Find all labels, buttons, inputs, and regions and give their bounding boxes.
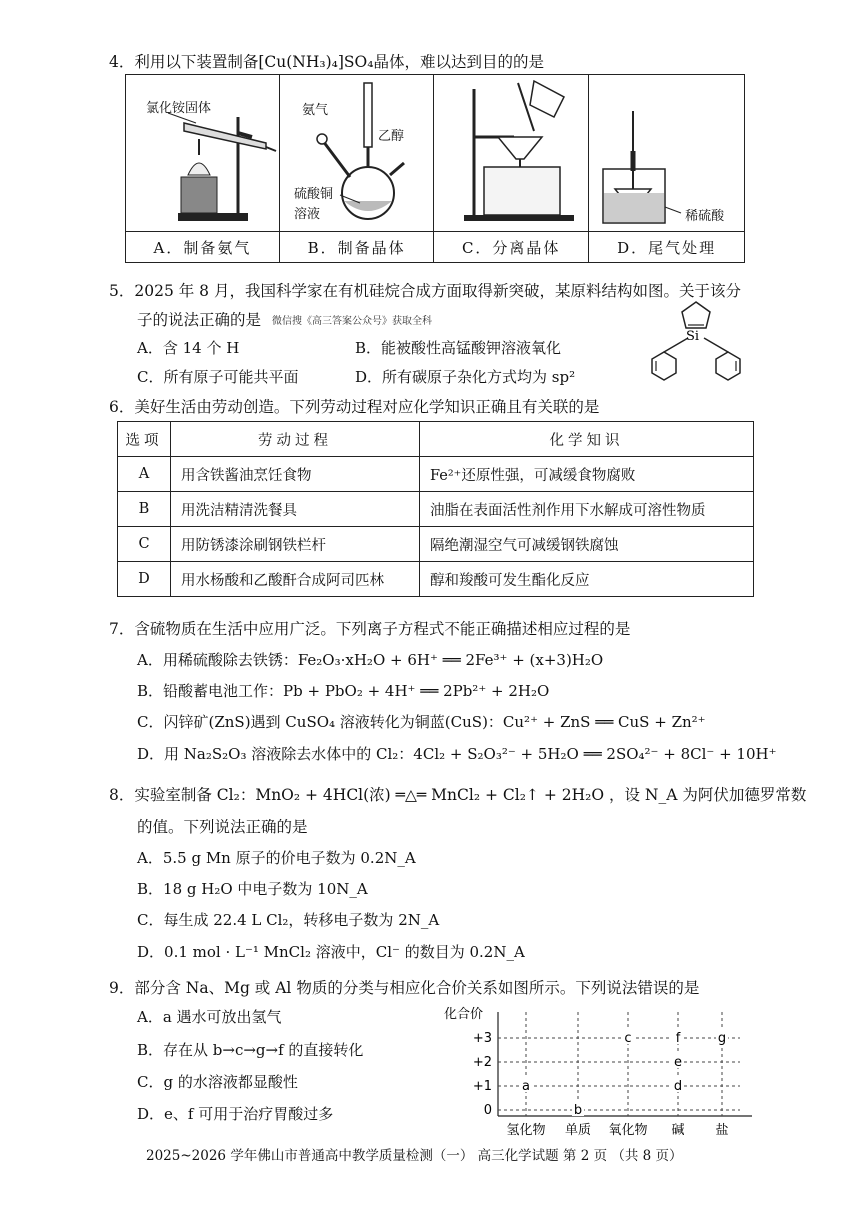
cell-option: D [118,562,171,597]
q8-option-a: A．5.5 g Mn 原子的价电子数为 0.2N_A [137,849,416,867]
table-row [118,492,754,527]
si-label: Si [686,329,700,344]
fig-a [126,75,280,232]
cell-knowledge: 隔绝潮湿空气可减缓钢铁腐蚀 [420,527,754,562]
q9-option-b: B．存在从 b→c→g→f 的直接转化 [137,1041,364,1059]
fig-d-label-1: 稀硫酸 [685,209,725,224]
page-footer: 2025~2026 学年佛山市普通高中教学质量检测（一） 高三化学试题 第 2 页 （共 8 页） [146,1148,683,1164]
table-header-row [118,422,754,457]
x-tick-label: 氢化物 [506,1123,546,1138]
x-tick-label: 单质 [564,1123,592,1138]
q7-option-c: C．闪锌矿(ZnS)遇到 CuSO₄ 溶液转化为铜蓝(CuS)：Cu²⁺ + ZnS ══ CuS + Zn²⁺ [137,713,706,731]
table-row [118,527,754,562]
q8-stem-line2: 的值。下列说法正确的是 [137,818,308,836]
table-row [118,457,754,492]
fig-b-label-2: 乙醇 [377,129,404,144]
q9-option-d: D．e、f 可用于治疗胃酸过多 [137,1105,334,1123]
q7-option-b: B．铅酸蓄电池工作：Pb + PbO₂ + 4H⁺ ══ 2Pb²⁺ + 2H₂O [137,682,550,700]
fig-a-caption: A．制备氨气 [126,232,280,263]
q8-option-c: C．每生成 22.4 L Cl₂，转移电子数为 2N_A [137,911,440,929]
y-tick-label: 0 [483,1103,492,1118]
cell-labor: 用洗洁精清洗餐具 [171,492,420,527]
y-tick-label: +2 [472,1055,492,1070]
fig-b [279,75,433,232]
x-tick-label: 盐 [715,1123,729,1138]
q8-option-b: B．18 g H₂O 中电子数为 10N_A [137,880,368,898]
cell-labor: 用水杨酸和乙酸酐合成阿司匹林 [171,562,420,597]
crystal-apparatus-illustration [280,75,433,231]
header-option: 选项 [118,422,171,457]
data-point-g: g [717,1031,727,1046]
q5-option-b: B．能被酸性高锰酸钾溶液氧化 [355,339,562,357]
q6-stem: 6．美好生活由劳动创造。下列劳动过程对应化学知识正确且有关联的是 [109,398,600,416]
fig-a-label-1: 氯化铵固体 [146,101,212,116]
cell-knowledge: 醇和羧酸可发生酯化反应 [420,562,754,597]
fig-c [434,75,589,232]
q5-stem-line2: 子的说法正确的是 [137,311,262,329]
table-row [118,562,754,597]
q8-stem-line1: 8．实验室制备 Cl₂：MnO₂ + 4HCl(浓) ═△═ MnCl₂ + Cl₂↑ + 2H₂O ，设 N_A 为阿伏加德罗常数 [109,786,807,804]
q5-stem-line1: 5．2025 年 8 月，我国科学家在有机硅烷合成方面取得新突破，某原料结构如图。关于该分 [109,282,741,300]
q8-option-d: D．0.1 mol · L⁻¹ MnCl₂ 溶液中，Cl⁻ 的数目为 0.2N_A [137,943,525,961]
exhaust-apparatus-illustration [589,75,742,231]
q4-figure-table [125,74,745,263]
data-point-a: a [522,1079,530,1094]
q7-option-a: A．用稀硫酸除去铁锈：Fe₂O₃·xH₂O + 6H⁺ ══ 2Fe³⁺ + (x+3)H₂O [137,651,604,669]
cell-labor: 用防锈漆涂刷钢铁栏杆 [171,527,420,562]
cell-option: A [118,457,171,492]
data-point-c: c [624,1031,632,1046]
q7-option-d: D．用 Na₂S₂O₃ 溶液除去水体中的 Cl₂：4Cl₂ + S₂O₃²⁻ + 5H₂O ══ 2SO₄²⁻ + 8Cl⁻ + 10H⁺ [137,745,777,763]
q5-option-c: C．所有原子可能共平面 [137,368,299,386]
x-tick-label: 碱 [671,1123,685,1138]
fig-b-label-3: 硫酸铜 [293,187,333,202]
y-tick-label: +3 [472,1031,492,1046]
fig-d-caption: D．尾气处理 [589,232,745,263]
cell-labor: 用含铁酱油烹饪食物 [171,457,420,492]
q6-table [117,421,754,597]
cell-option: C [118,527,171,562]
q9-option-a: A．a 遇水可放出氢气 [137,1008,282,1026]
data-point-b: b [573,1103,583,1118]
q9-stem: 9．部分含 Na、Mg 或 Al 物质的分类与相应化合价关系如图所示。下列说法错误的是 [109,979,700,997]
q5-option-a: A．含 14 个 H [137,339,240,357]
ammonia-apparatus-illustration [126,75,279,231]
fig-b-caption: B．制备晶体 [279,232,433,263]
data-point-d: d [673,1079,683,1094]
data-point-f: f [675,1031,681,1046]
fig-b-label-4: 溶液 [293,207,320,222]
q9-option-c: C．g 的水溶液都显酸性 [137,1073,298,1091]
data-point-e: e [674,1055,682,1070]
cell-option: B [118,492,171,527]
valence-chart [440,1004,760,1140]
cell-knowledge: 油脂在表面活性剂作用下水解成可溶性物质 [420,492,754,527]
cell-knowledge: Fe²⁺还原性强，可减缓食物腐败 [420,457,754,492]
q5-option-d: D．所有碳原子杂化方式均为 sp² [355,368,576,386]
x-tick-label: 氧化物 [608,1123,648,1138]
watermark: 微信搜《高三答案公众号》获取全科 [272,316,432,327]
header-knowledge: 化学知识 [420,422,754,457]
q4-stem: 4．利用以下装置制备[Cu(NH₃)₄]SO₄晶体，难以达到目的的是 [109,53,544,71]
fig-d [589,75,745,232]
header-labor: 劳动过程 [171,422,420,457]
fig-b-label-1: 氨气 [301,103,328,118]
filtration-apparatus-illustration [434,75,587,231]
y-axis-title: 化合价 [444,1007,484,1022]
q7-stem: 7．含硫物质在生活中应用广泛。下列离子方程式不能正确描述相应过程的是 [109,620,631,638]
fig-c-caption: C．分离晶体 [434,232,589,263]
silane-structure [636,296,756,392]
y-tick-label: +1 [472,1079,492,1094]
